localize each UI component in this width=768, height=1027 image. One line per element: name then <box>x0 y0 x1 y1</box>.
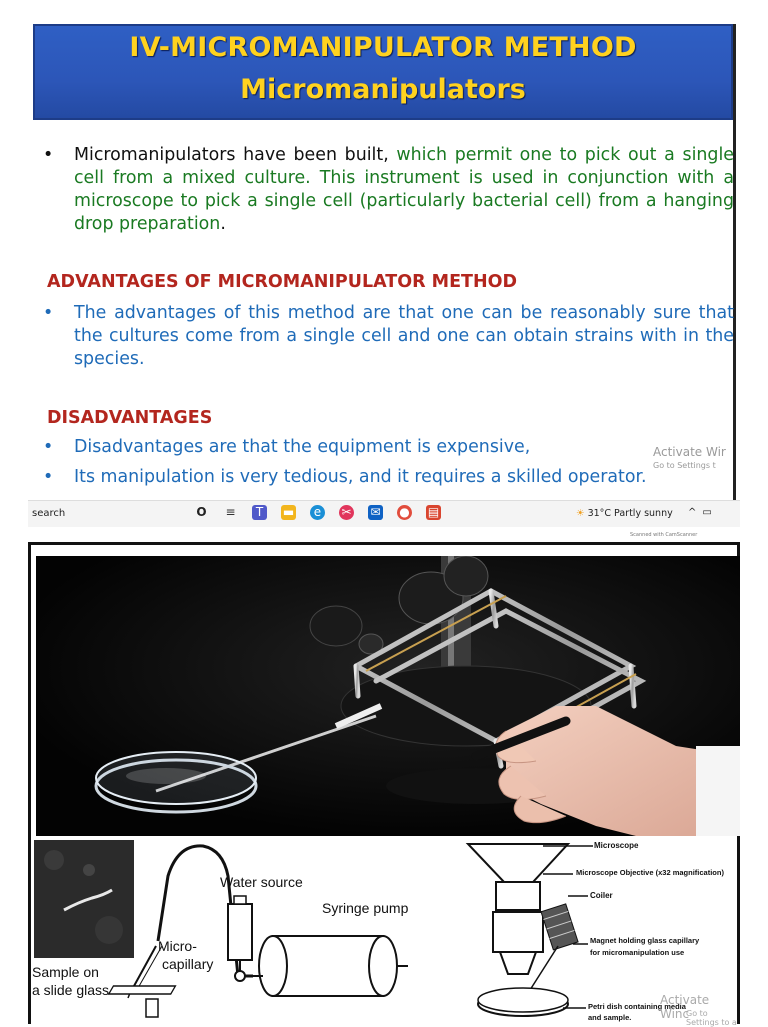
taskbar <box>28 500 740 527</box>
knob <box>310 606 362 646</box>
water-source <box>228 904 252 960</box>
activate-windows-subtext: Go to Settings t <box>653 461 716 470</box>
slide-header <box>33 24 733 120</box>
intro-text-part2: which permit one to pick out a single cell from a mixed culture. This instrument is used in conjunction with a microscope to pick a single cell (particularly bacterial cell) from a hanging drop preparation <box>74 145 734 234</box>
taskbar-icons <box>194 505 441 520</box>
syringe-pump <box>273 936 383 996</box>
monitor-icon[interactable]: ▭ <box>702 507 718 518</box>
advantages-heading: ADVANTAGES OF MICROMANIPULATOR METHOD <box>47 272 518 292</box>
slide <box>33 24 736 500</box>
knob <box>444 556 488 596</box>
chevron-up-icon[interactable]: ^ <box>688 507 703 518</box>
activate-windows-watermark-2: Activate Winc <box>660 993 710 1021</box>
mail-icon[interactable]: ✉ <box>368 505 383 520</box>
intro-text-part1: Micromanipulators have been built, <box>74 145 389 165</box>
slide-glass <box>109 986 176 994</box>
petri-label-2: and sample. <box>588 1013 632 1022</box>
micro-capillary-label-1: Micro- <box>158 938 197 954</box>
bullet-icon: • <box>43 145 54 165</box>
disadvantage-text: Its manipulation is very tedious, and it requires a skilled operator. <box>74 467 647 487</box>
bullet-icon: • <box>43 303 54 323</box>
sample-label-1: Sample on <box>32 964 99 980</box>
weather-text: 31°C Partly sunny <box>587 508 673 519</box>
snip-icon[interactable]: ✂ <box>339 505 354 520</box>
micromanipulator-illustration <box>36 556 740 836</box>
edge-icon[interactable]: e <box>310 505 325 520</box>
objective <box>493 912 543 952</box>
micromanipulator-photo <box>36 556 740 836</box>
microscope-funnel <box>468 844 568 882</box>
file-explorer-icon[interactable]: ▬ <box>282 505 295 519</box>
teams-icon[interactable]: T <box>252 505 267 520</box>
bullet-icon: • <box>43 467 54 487</box>
coiler <box>541 904 578 950</box>
disadvantages-heading: DISADVANTAGES <box>47 408 213 428</box>
coiler-label: Coiler <box>590 891 613 900</box>
slide-title: IV-MICROMANIPULATOR METHOD <box>129 32 637 63</box>
sample-label-2: a slide glass <box>32 982 110 998</box>
intro-text <box>74 144 734 236</box>
scan-note: Scanned with CamScanner <box>630 532 698 538</box>
micro-capillary-label-2: capillary <box>162 956 214 972</box>
water-source-label: Water source <box>220 874 303 890</box>
petri-dish <box>96 752 256 812</box>
windows-search-icon[interactable]: O <box>196 505 207 519</box>
magnet-label-1: Magnet holding glass capillary <box>590 936 700 945</box>
advantages-text: The advantages of this method are that one can be reasonably sure that the cultures come from a single cell and one can obtain strains with in the species. <box>74 303 734 369</box>
disadvantage-text: Disadvantages are that the equipment is expensive, <box>74 437 531 457</box>
weather-widget[interactable] <box>576 508 673 519</box>
taskbar-search[interactable]: search <box>32 508 66 519</box>
task-view-icon[interactable]: ≡ <box>225 505 236 519</box>
weather-icon: ☀ <box>576 508 585 519</box>
intro-text-part3: . <box>220 214 226 234</box>
schematic-lines <box>28 836 740 1024</box>
petri-label-1: Petri dish containing media <box>588 1002 686 1011</box>
chrome-icon[interactable]: ● <box>397 505 412 520</box>
bullet-icon: • <box>43 437 54 457</box>
microscope-label: Microscope <box>594 841 639 850</box>
magnet-label-2: for micromanipulation use <box>590 948 685 957</box>
office-icon[interactable]: ▤ <box>427 505 440 519</box>
syringe-pump-label: Syringe pump <box>322 900 409 916</box>
objective-label: Microscope Objective (x32 magnification) <box>576 868 724 877</box>
activate-windows-subtext-2: Go to Settings to a <box>686 1009 737 1027</box>
system-tray[interactable] <box>688 507 718 518</box>
slide-subtitle: Micromanipulators <box>240 74 526 105</box>
activate-windows-watermark: Activate Wir <box>653 445 726 459</box>
schematic-diagram <box>28 836 740 1027</box>
